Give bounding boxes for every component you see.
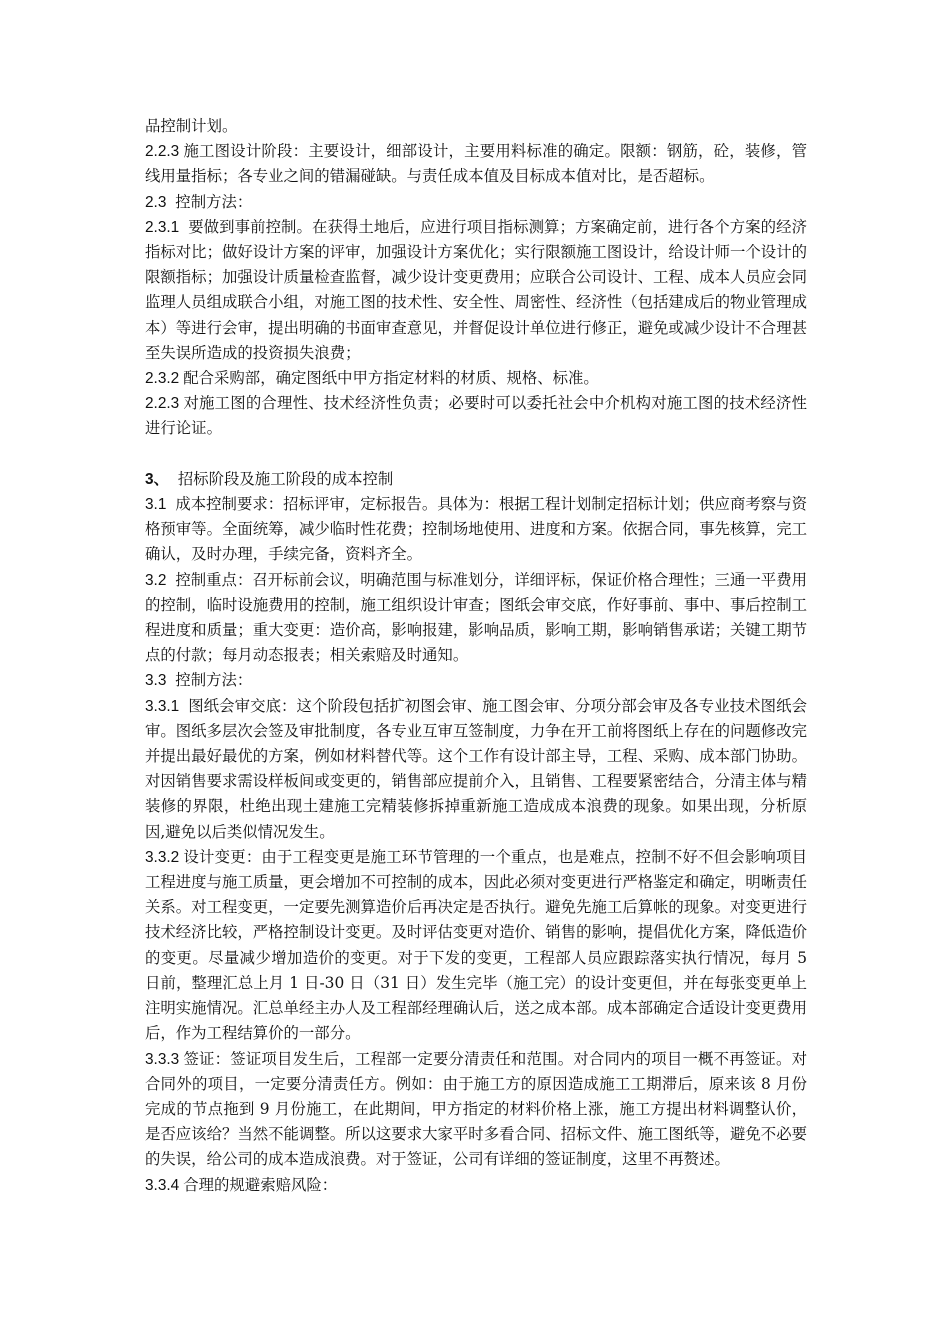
- paragraph-text: 图纸会审交底：这个阶段包括扩初图会审、施工图会审、分项分部会审及各专业技术图纸会审。图纸多层次会签及审批制度，各专业互审互签制度，力争在开工前将图纸上存在的问题修改完并提出最好最优的方案，例如材料替代等。这个工作有设计部主导，工程、采购、成本部门协助。对因销售要求需设样板间或变更的，销售部应提前介入，且销售、工程要紧密结合，分清主体与精装修的界限，杜绝出现土建施工完精装修拆掉重新施工造成成本浪费的现象。如果出现，分析原因,避免以后类似情况发生。: [145, 696, 807, 841]
- paragraph-text: 成本控制要求：招标评审，定标报告。具体为：根据工程计划制定招标计划；供应商考察与资格预审等。全面统筹，减少临时性花费；控制场地使用、进度和方案。依据合同，事先核算，完工确认，及时办理，手续完备，资料齐全。: [145, 495, 807, 564]
- paragraph-3-1-requirements: [145, 492, 807, 568]
- blank-line: [145, 442, 807, 467]
- paragraph-text: 控制重点：召开标前会议，明确范围与标准划分，详细评标，保证价格合理性；三通一平费用的控制，临时设施费用的控制，施工组织设计审查；图纸会审交底，作好事前、事中、事后控制工程进度和质量；重大变更：造价高，影响报建，影响品质，影响工期，影响销售承诺；关键工期节点的付款；每月动态报表；相关索赔及时通知。: [145, 570, 807, 665]
- paragraph-text: 品控制计划。: [145, 117, 238, 135]
- paragraph-text: 对施工图的合理性、技术经济性负责；必要时可以委托社会中介机构对施工图的技术经济性进行论证。: [145, 394, 807, 438]
- section-number: 3.2: [145, 571, 167, 589]
- paragraph-2-2-3-drawing-design: [145, 139, 807, 189]
- paragraph-3-3-3-visa: [145, 1047, 807, 1173]
- paragraph-3-3-1-drawing-review: [145, 694, 807, 845]
- section-number: 3.3: [145, 672, 167, 690]
- section-number: 2.2.3: [145, 395, 180, 413]
- paragraph-2-3-control-methods: [145, 190, 807, 215]
- section-number: 3、: [145, 470, 169, 488]
- paragraph-3-2-key-points: [145, 568, 807, 669]
- section-heading-3: [145, 467, 807, 492]
- section-number: 2.3: [145, 193, 167, 211]
- section-number: 2.2.3: [145, 143, 180, 161]
- paragraph-text: 控制方法：: [170, 671, 253, 690]
- paragraph-3-3-4-claims-risk: [145, 1173, 807, 1198]
- paragraph-2-2-3-rationality: [145, 391, 807, 441]
- section-number: 2.3.1: [145, 218, 180, 236]
- section-number: 3.3.1: [145, 697, 180, 715]
- section-number: 3.3.3: [145, 1050, 180, 1068]
- document-page: [145, 114, 807, 1198]
- paragraph-2-3-2-procurement: [145, 366, 807, 391]
- paragraph-text: 要做到事前控制。在获得土地后，应进行项目指标测算；方案确定前，进行各个方案的经济指标对比；做好设计方案的评审，加强设计方案优化；实行限额施工图设计，给设计师一个设计的限额指标；加强设计质量检查监督，减少设计变更费用；应联合公司设计、工程、成本人员应会同监理人员组成联合小组，对施工图的技术性、安全性、周密性、经济性（包括建成后的物业管理成本）等进行会审，提出明确的书面审查意见，并督促设计单位进行修正，避免或减少设计不合理甚至失误所造成的投资损失浪费；: [145, 217, 807, 362]
- paragraph-3-3-2-design-change: [145, 845, 807, 1047]
- section-number: 3.3.4: [145, 1176, 180, 1194]
- paragraph-2-3-1-prior-control: [145, 215, 807, 366]
- section-heading-text: 招标阶段及施工阶段的成本控制: [172, 469, 394, 488]
- section-number: 3.3.2: [145, 848, 180, 866]
- paragraph-text: 设计变更：由于工程变更是施工环节管理的一个重点，也是难点，控制不好不但会影响项目工程进度与施工质量，更会增加不可控制的成本，因此必须对变更进行严格鉴定和确定，明晰责任关系。对工程变更，一定要先测算造价后再决定是否执行。避免先施工后算帐的现象。对变更进行技术经济比较，严格控制设计变更。及时评估变更对造价、销售的影响，提倡优化方案，降低造价的变更。尽量减少增加造价的变更。对于下发的变更，工程部人员应跟踪落实执行情况，每月 5 日前，整理汇总上月 1 日-30 日（31 日）发生完毕（施工完）的设计变更但，并在每张变更单上注明实施情况。汇总单经主办人及工程部经理确认后，送之成本部。成本部确定合适设计变更费用后，作为工程结算价的一部分。: [145, 847, 807, 1043]
- paragraph-text: 配合采购部，确定图纸中甲方指定材料的材质、规格、标准。: [183, 369, 599, 388]
- paragraph-continuation: [145, 114, 807, 139]
- paragraph-text: 签证：签证项目发生后，工程部一定要分清责任和范围。对合同内的项目一概不再签证。对合同外的项目，一定要分清责任方。例如：由于施工方的原因造成施工工期滞后，原来该 8 月份完成的节点拖到 9 月份施工，在此期间，甲方指定的材料价格上涨，施工方提出材料调整认价，是否应该给？当然不能调整。所以这要求大家平时多看合同、招标文件、施工图纸等，避免不必要的失误，给公司的成本造成浪费。对于签证，公司有详细的签证制度，这里不再赘述。: [145, 1049, 807, 1169]
- paragraph-text: 合理的规避索赔风险：: [183, 1175, 338, 1194]
- paragraph-text: 控制方法：: [170, 192, 253, 211]
- paragraph-text: 施工图设计阶段：主要设计，细部设计，主要用料标准的确定。限额：钢筋，砼，装修，管线用量指标；各专业之间的错漏碰缺。与责任成本值及目标成本值对比，是否超标。: [145, 142, 807, 186]
- paragraph-3-3-control-methods: [145, 668, 807, 693]
- section-number: 2.3.2: [145, 370, 180, 388]
- section-number: 3.1: [145, 496, 167, 514]
